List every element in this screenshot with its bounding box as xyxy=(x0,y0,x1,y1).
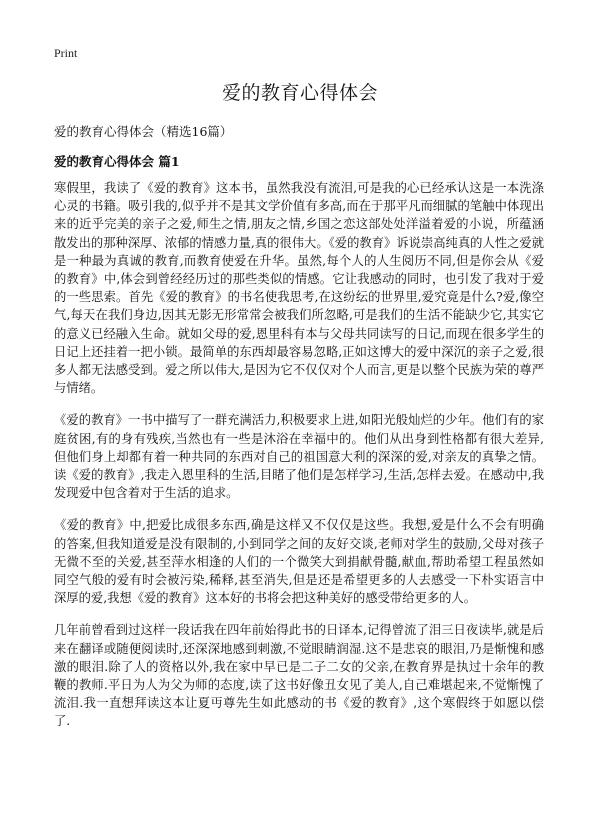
print-link[interactable]: Print xyxy=(54,46,78,60)
paragraph-1: 寒假里，我读了《爱的教育》这本书，虽然我没有流泪,可是我的心已经承认这是一本洗涤心灵的书籍。吸引我的,似乎并不是其文学价值有多高,而在于那平凡而细腻的笔触中体现出来的近乎完美的亲子之爱,师生之情,朋友之情,乡国之恋这部处处洋溢着爱的小说，所蕴涵散发出的那种深厚、浓郁的情感力量,真的很伟大。《爱的教育》诉说崇高纯真的人性之爱就是一种最为真诚的教育,而教育使爱在升华。虽然,每个人的人生阅历不同,但是你会从《爱的教育》中,体会到曾经经历过的那些类似的情感。它让我感动的同时，也引发了我对于爱的一些思索。首先《爱的教育》的书名使我思考,在这纷纭的世界里,爱究竟是什么?爱,像空气,每天在我们身边,因其无影无形常常会被我们所忽略,可是我们的生活不能缺少它,其实它的意义已经融入生命。就如父母的爱,恩里科有本与父母共同读写的日记,而现在很多学生的日记上还挂着一把小锁。最简单的东西却最容易忽略,正如这博大的爱中深沉的亲子之爱,很多人都无法感受到。爱之所以伟大,是因为它不仅仅对个人而言,更是以整个民族为荣的尊严与情绪。 xyxy=(54,181,544,396)
section-heading: 爱的教育心得体会 篇1 xyxy=(54,154,180,169)
document-title: 爱的教育心得体会 xyxy=(221,82,378,104)
document-subtitle: 爱的教育心得体会（精选16篇） xyxy=(54,124,233,139)
article-body xyxy=(54,179,544,745)
paragraph-2: 《爱的教育》一书中描写了一群充满活力,积极要求上进,如阳光般灿烂的少年。他们有的家庭贫困,有的身有残疾,当然也有一些是沐浴在幸福中的。他们从出身到性格都有很大差异,但他们身上却都有着一种共同的东西对自己的祖国意大利的深深的爱,对亲友的真挚之情。读《爱的教育》,我走入恩里科的生活,目睹了他们是怎样学习,生活,怎样去爱。在感动中,我发现爱中包含着对于生活的追求。 xyxy=(54,413,544,501)
paragraph-4: 几年前曾看到过这样一段话我在四年前始得此书的日译本,记得曾流了泪三日夜读毕,就是后来在翻译或随便阅读时,还深深地感到刺激,不觉眼睛润湿.这不是悲哀的眼泪,乃是惭愧和感激的眼泪.除了人的资格以外,我在家中早已是二子二女的父亲,在教育界是执过十余年的教鞭的教师.平日为人为父为师的态度,读了这书好像丑女见了美人,自己难堪起来,不觉惭愧了流泪.我一直想拜读这本让夏丏尊先生如此感动的书《爱的教育》,这个寒假终于如愿以偿了. xyxy=(54,623,544,729)
paragraph-3: 《爱的教育》中,把爱比成很多东西,确是这样又不仅仅是这些。我想,爱是什么不会有明确的答案,但我知道爱是没有限制的,小到同学之间的友好交谈,老师对学生的鼓励,父母对孩子无微不至的关爱,甚至萍水相逢的人们的一个微笑大到捐献骨髓,献血,帮助希望工程虽然如同空气般的爱有时会被污染,稀释,甚至消失,但是还是希望更多的人去感受一下朴实语言中深厚的爱,我想《爱的教育》这本好的书将会把这种美好的感受带给更多的人。 xyxy=(54,518,544,606)
